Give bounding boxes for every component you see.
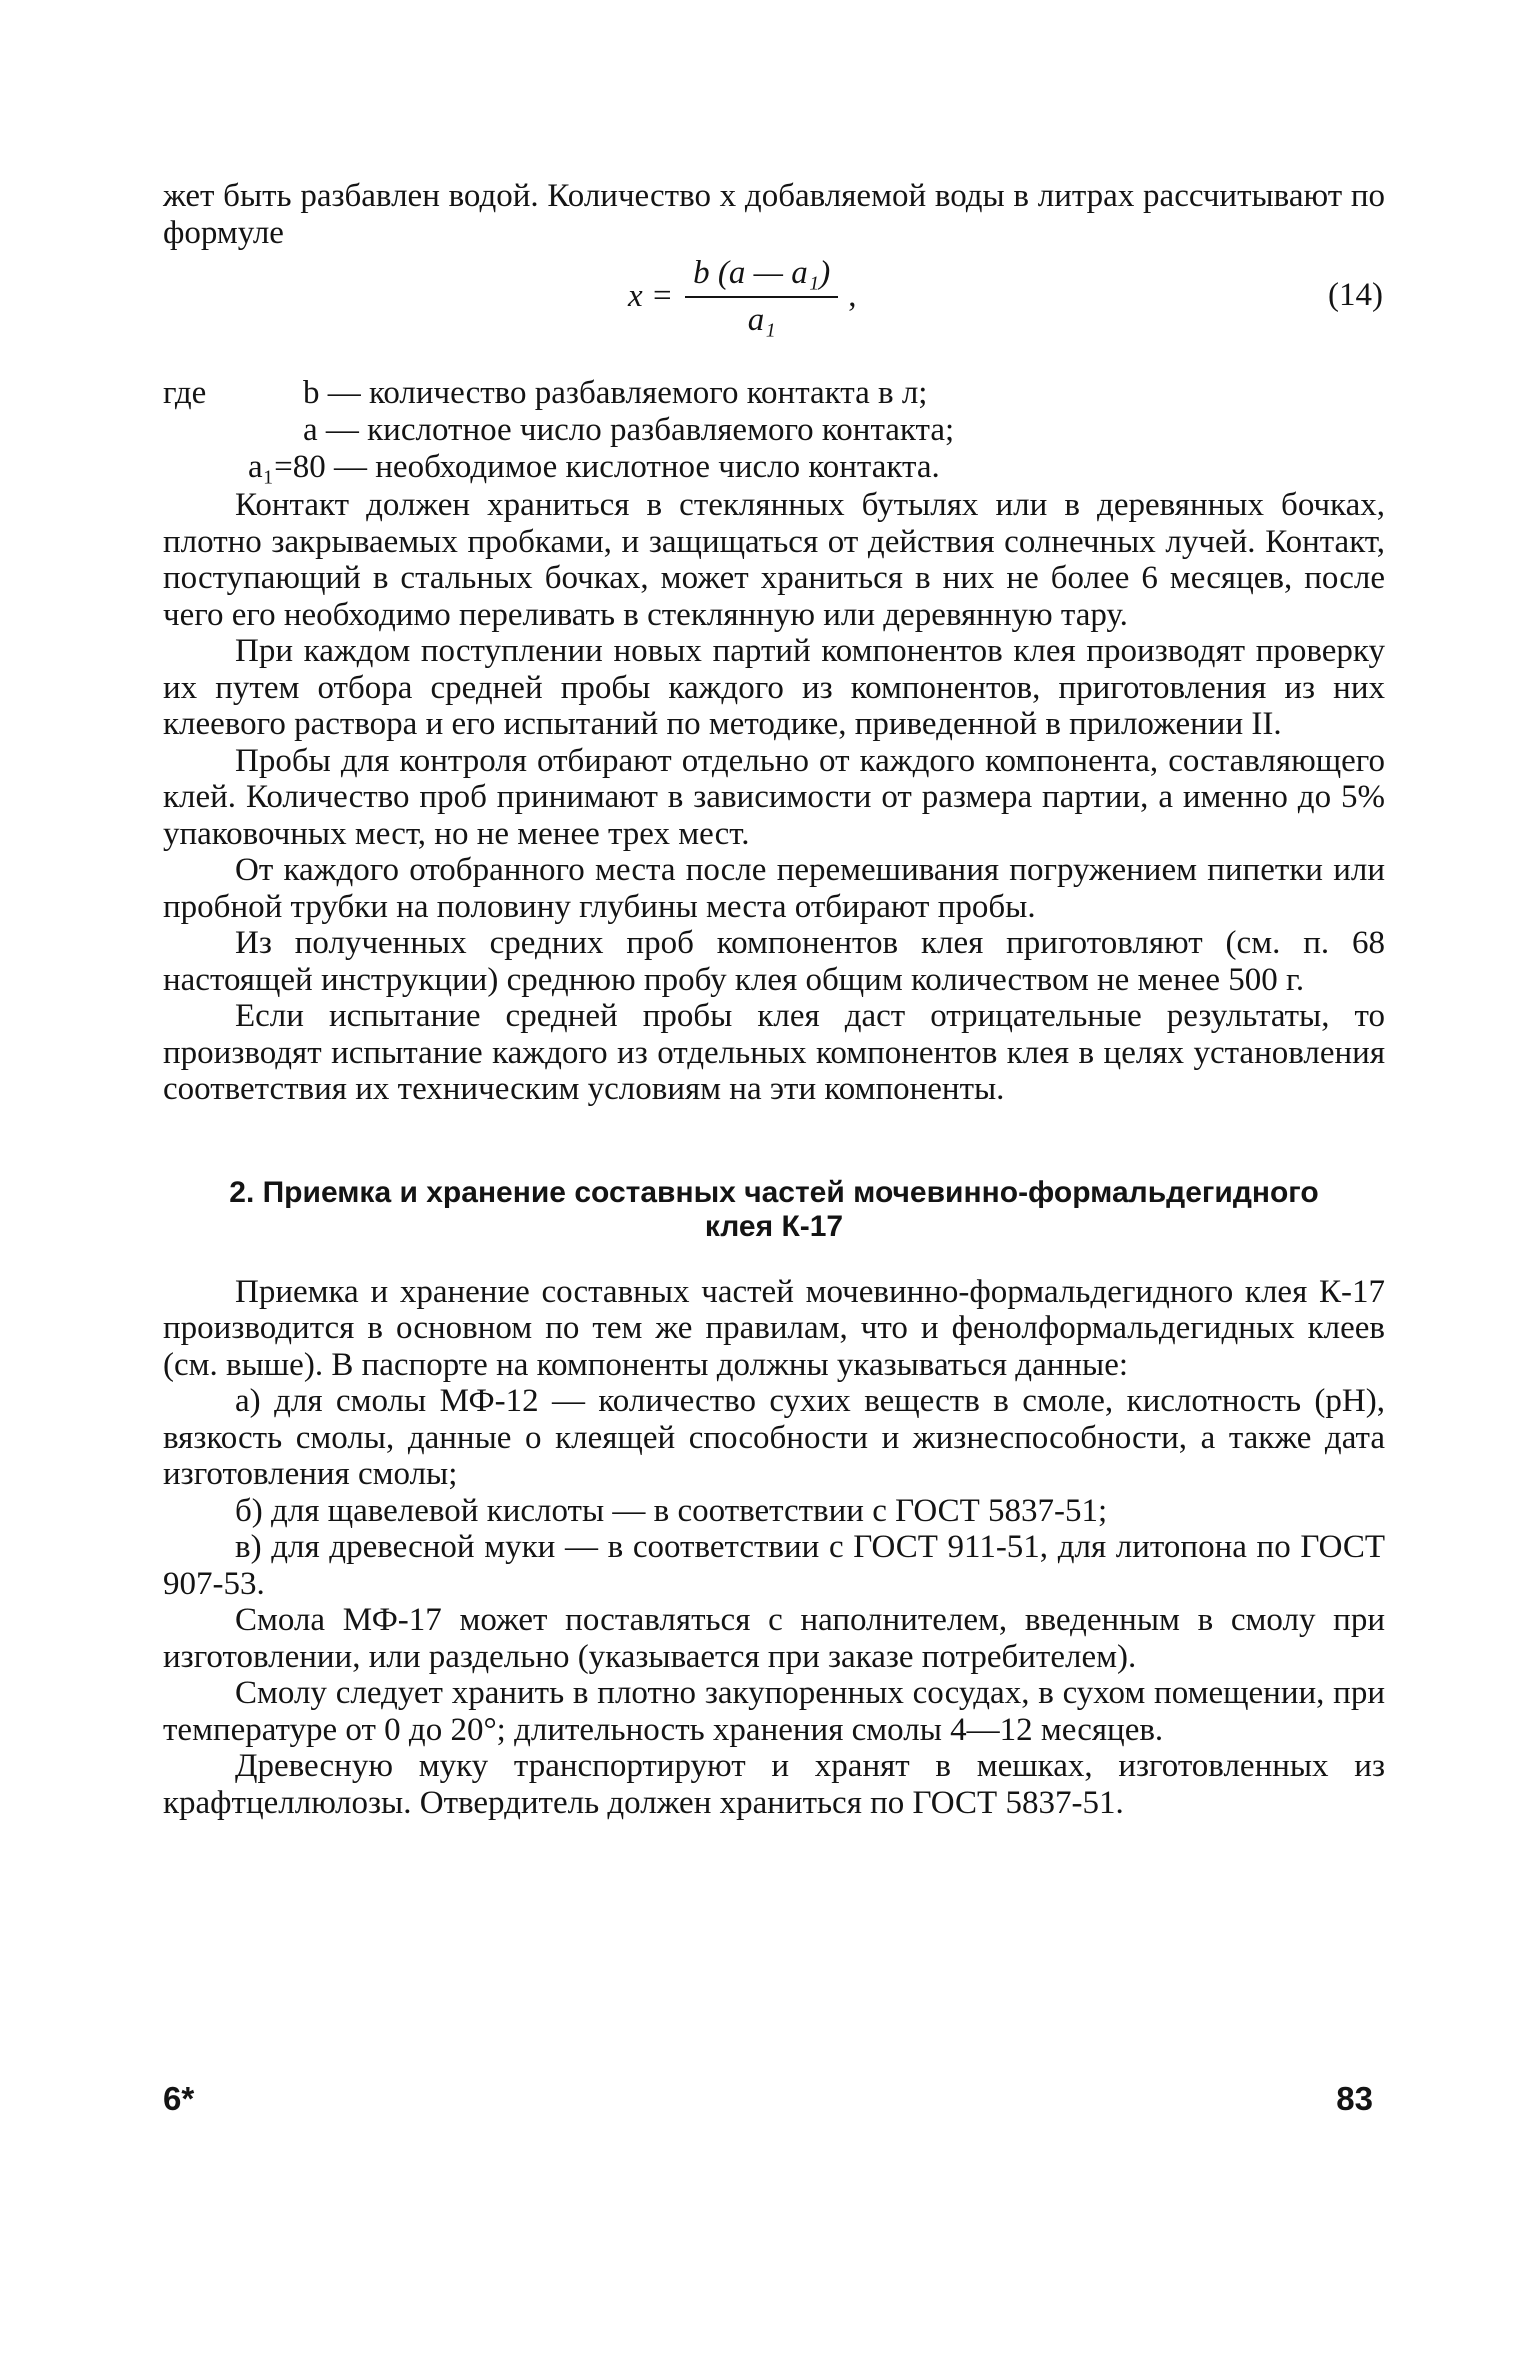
paragraph-wood-flour: Древесную муку транспортируют и хранят в мешках, изготовленных из крафтцеллюлозы. Отвердитель должен храниться по ГОСТ 5837-51. bbox=[163, 1748, 1385, 1821]
page-footer bbox=[163, 2080, 1385, 2120]
where-label: где bbox=[163, 375, 207, 411]
section-heading-line-1: 2. Приемка и хранение составных частей мочевинно-формальдегидного bbox=[229, 1175, 1319, 1209]
section-heading bbox=[163, 1176, 1385, 1244]
equation-number: (14) bbox=[1328, 277, 1383, 313]
formula-numerator: b (a — a₁) bbox=[685, 255, 838, 298]
paragraph-samples-control: Пробы для контроля отбирают отдельно от каждого компонента, составляющего клей. Количество проб принимают в зависимости от размера партии, а именно до 5% упаковочных мест, но не менее трех мест. bbox=[163, 742, 1385, 852]
paragraph-contact-storage: Контакт должен храниться в стеклянных бутылях или в деревянных бочках, плотно закрываемых пробками, и защищаться от действия солнечных лучей. Контакт, поступающий в стальных бочках, может храниться в них не более 6 месяцев, после чего его необходимо переливать в стеклянную или деревянную тару. bbox=[163, 487, 1385, 633]
page-number: 83 bbox=[1336, 2080, 1373, 2117]
formula-expression bbox=[628, 255, 856, 338]
formula-lhs: x = bbox=[628, 278, 674, 315]
paragraph-resin-supply: Смола МФ-17 может поставляться с наполнителем, введенным в смолу при изготовлении, или раздельно (указывается при заказе потребителем). bbox=[163, 1602, 1385, 1675]
variable-definitions bbox=[163, 375, 1385, 487]
paragraph-average-sample: Из полученных средних проб компонентов клея приготовляют (см. п. 68 настоящей инструкции) среднюю пробу клея общим количеством не менее 500 г. bbox=[163, 925, 1385, 998]
formula-denominator: a₁ bbox=[747, 301, 776, 338]
definition-a1: a₁=80 — необходимое кислотное число контакта. bbox=[248, 449, 940, 485]
list-item-a: а) для смолы МФ-12 — количество сухих веществ в смоле, кислотность (рН), вязкость смолы, данные о клеящей способности и жизнеспособности, а также дата изготовления смолы; bbox=[163, 1383, 1385, 1492]
page-body bbox=[163, 178, 1385, 1821]
paragraph-acceptance: Приемка и хранение составных частей мочевинно-формальдегидного клея К-17 производится в основном по тем же правилам, что и фенолформальдегидных клеев (см. выше). В паспорте на компоненты должны указываться данные: bbox=[163, 1273, 1385, 1383]
formula-comma: , bbox=[848, 278, 857, 315]
signature-mark: 6* bbox=[163, 2080, 195, 2117]
section-heading-line-2: клея К-17 bbox=[704, 1209, 844, 1243]
paragraph-sample-place: От каждого отобранного места после перемешивания погружением пипетки или пробной трубки на половину глубины места отбирают пробы. bbox=[163, 852, 1385, 925]
list-item-b: б) для щавелевой кислоты — в соответствии с ГОСТ 5837-51; bbox=[235, 1492, 1108, 1529]
definition-a: a — кислотное число разбавляемого контакта; bbox=[303, 412, 955, 448]
paragraph-resin-storage: Смолу следует хранить в плотно закупоренных сосудах, в сухом помещении, при температуре от 0 до 20°; длительность хранения смолы 4—12 месяцев. bbox=[163, 1675, 1385, 1748]
formula-14 bbox=[163, 255, 1385, 375]
formula-fraction bbox=[685, 255, 838, 338]
intro-paragraph: жет быть разбавлен водой. Количество x добавляемой воды в литрах рассчитывают по формуле bbox=[163, 178, 1385, 251]
paragraph-sampling-check: При каждом поступлении новых партий компонентов клея производят проверку их путем отбора средней пробы каждого из компонентов, приготовления из них клеевого раствора и его испытаний по методике, приведенной в приложении II. bbox=[163, 633, 1385, 742]
definition-b: b — количество разбавляемого контакта в л; bbox=[303, 375, 928, 411]
paragraph-negative-results: Если испытание средней пробы клея даст отрицательные результаты, то производят испытание каждого из отдельных компонентов клея в целях установления соответствия их техническим условиям на эти компоненты. bbox=[163, 998, 1385, 1107]
list-item-c: в) для древесной муки — в соответствии с ГОСТ 911-51, для литопона по ГОСТ 907-53. bbox=[163, 1529, 1385, 1602]
